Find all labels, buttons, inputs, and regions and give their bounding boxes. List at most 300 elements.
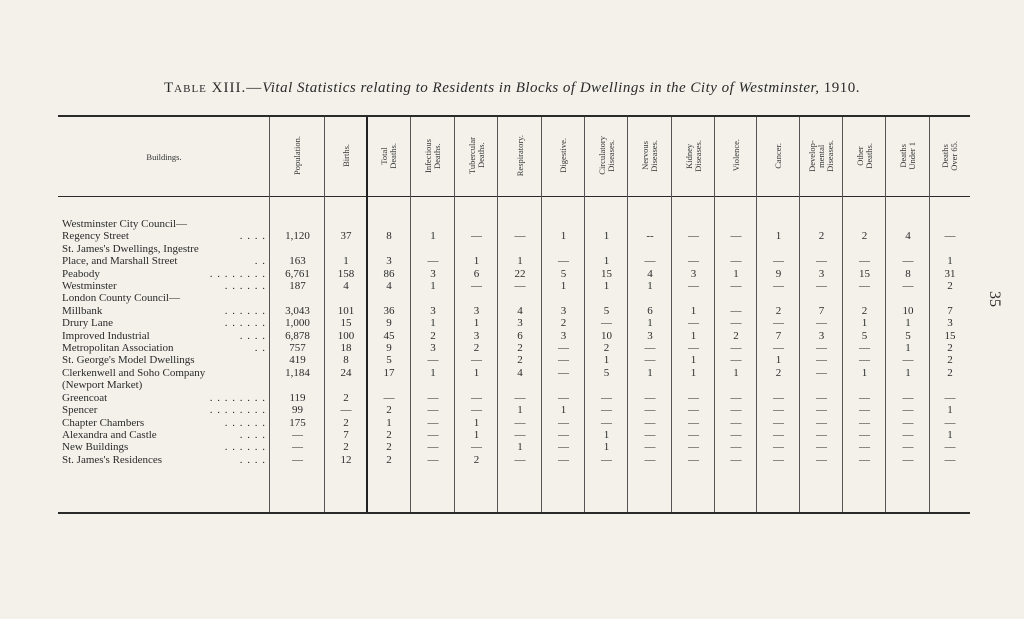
bottom-rule bbox=[58, 512, 970, 514]
table-cell: 5 bbox=[861, 329, 868, 342]
table-cell: 4 bbox=[517, 366, 523, 379]
column-header bbox=[930, 117, 970, 196]
table-cell: 1 bbox=[473, 428, 480, 441]
table-cell: 1 bbox=[690, 366, 697, 379]
table-cell: 2 bbox=[517, 342, 523, 355]
table-cell: 2 bbox=[386, 441, 392, 454]
table-cell: 187 bbox=[289, 280, 306, 293]
table-cell: 7 bbox=[947, 304, 953, 317]
building-name bbox=[58, 354, 270, 366]
table-cell: 5 bbox=[560, 267, 567, 280]
table-cell: 15 bbox=[944, 329, 956, 342]
table-cell bbox=[498, 292, 542, 304]
column-header-label: Deaths Over 65. bbox=[940, 140, 959, 171]
table-cell: 3 bbox=[818, 267, 825, 280]
table-cell: 86 bbox=[383, 267, 395, 280]
table-cell: 10 bbox=[601, 329, 612, 342]
column-header bbox=[672, 117, 715, 196]
building-name bbox=[58, 454, 270, 466]
table-cell: 1 bbox=[517, 441, 523, 454]
column-header bbox=[800, 117, 843, 196]
table-cell: — bbox=[902, 391, 914, 404]
table-cell: 3 bbox=[647, 329, 653, 342]
table-cell: 15 bbox=[340, 317, 352, 330]
table-cell: — bbox=[514, 391, 526, 404]
building-name bbox=[58, 230, 270, 242]
table-cell: — bbox=[427, 404, 439, 417]
table-cell: 1 bbox=[775, 230, 782, 243]
column-header bbox=[715, 117, 757, 196]
building-name bbox=[58, 392, 270, 404]
table-cell: 2 bbox=[775, 304, 782, 317]
table-cell: — bbox=[859, 391, 870, 404]
leader-dots: . . . . . . bbox=[224, 317, 266, 330]
table-cell: — bbox=[902, 453, 914, 466]
table-cell bbox=[585, 292, 628, 304]
table-cell: — bbox=[944, 441, 956, 454]
table-cell: — bbox=[944, 230, 956, 243]
table-cell bbox=[843, 243, 886, 255]
table-cell: — bbox=[471, 230, 482, 243]
table-row bbox=[58, 280, 970, 292]
table-cell: 3 bbox=[690, 267, 697, 280]
table-cell bbox=[542, 218, 585, 230]
table-cell: 8 bbox=[905, 267, 911, 280]
table-row bbox=[58, 243, 970, 255]
table-cell: 1 bbox=[560, 230, 567, 243]
table-cell bbox=[498, 379, 542, 391]
table-cell: 3 bbox=[430, 342, 436, 355]
table-row bbox=[58, 354, 970, 366]
page-number: 35 bbox=[986, 291, 1003, 307]
table-row bbox=[58, 454, 970, 466]
table-cell: 3 bbox=[560, 329, 567, 342]
table-cell: 1 bbox=[647, 280, 653, 293]
building-name bbox=[58, 317, 270, 329]
table-row bbox=[58, 392, 970, 404]
table-cell: — bbox=[558, 391, 569, 404]
table-cell: 2 bbox=[473, 342, 480, 355]
table-cell bbox=[715, 292, 757, 304]
table-cell bbox=[367, 292, 411, 304]
table-cell: 1 bbox=[603, 280, 610, 293]
column-header bbox=[498, 117, 542, 196]
column-header bbox=[542, 117, 585, 196]
table-cell: — bbox=[902, 354, 914, 367]
table-cell bbox=[800, 379, 843, 391]
table-cell: 1 bbox=[905, 317, 911, 330]
building-name-label: Regency Street bbox=[62, 230, 129, 243]
table-cell: — bbox=[471, 404, 482, 417]
table-cell: — bbox=[859, 453, 870, 466]
table-cell: 1 bbox=[690, 304, 697, 317]
table-cell bbox=[367, 218, 411, 230]
table-cell: 5 bbox=[603, 304, 610, 317]
table-cell: 1 bbox=[775, 354, 782, 367]
table-cell bbox=[930, 243, 970, 255]
table-cell bbox=[270, 218, 325, 230]
table-cell: — bbox=[773, 441, 784, 454]
table-cell: — bbox=[514, 453, 526, 466]
table-cell: 1 bbox=[430, 317, 436, 330]
table-cell: 2 bbox=[818, 230, 825, 243]
leader-dots: . . . . bbox=[239, 453, 266, 466]
table-cell: — bbox=[644, 404, 656, 417]
column-header bbox=[367, 117, 411, 196]
table-cell: 7 bbox=[343, 428, 349, 441]
table-cell: 2 bbox=[947, 354, 953, 367]
table-cell: — bbox=[558, 366, 569, 379]
table-cell bbox=[325, 292, 367, 304]
column-header-label: Infectious Deaths. bbox=[423, 138, 442, 173]
table-cell: 4 bbox=[517, 304, 523, 317]
table-number: Table XIII.— bbox=[164, 80, 263, 96]
table-cell: 31 bbox=[944, 267, 956, 280]
column-header-label: Violence. bbox=[730, 139, 741, 172]
table-cell: 17 bbox=[383, 366, 395, 379]
table-cell: 12 bbox=[340, 453, 352, 466]
leader-dots: . . bbox=[254, 342, 266, 355]
table-row bbox=[58, 230, 970, 242]
table-cell: 1 bbox=[861, 317, 868, 330]
table-cell: — bbox=[558, 453, 569, 466]
table-cell bbox=[325, 218, 367, 230]
table-cell bbox=[715, 218, 757, 230]
table-cell: — bbox=[427, 453, 439, 466]
building-name-label: (Newport Market) bbox=[62, 379, 143, 392]
table-cell: 6 bbox=[517, 329, 523, 342]
column-header-label: Respiratory. bbox=[514, 134, 525, 177]
column-header bbox=[270, 117, 325, 196]
building-name-label: Chapter Chambers bbox=[62, 416, 145, 429]
table-row bbox=[58, 255, 970, 267]
table-cell: — bbox=[471, 441, 482, 454]
table-cell: 2 bbox=[473, 453, 480, 466]
table-cell: — bbox=[471, 280, 482, 293]
column-header-label: Births. bbox=[340, 144, 351, 167]
table-cell: — bbox=[816, 280, 827, 293]
table-row bbox=[58, 342, 970, 354]
table-cell: 163 bbox=[289, 255, 306, 268]
building-name-label: Westminster bbox=[62, 280, 117, 293]
building-name-label: Greencoat bbox=[62, 391, 108, 404]
table-row bbox=[58, 404, 970, 416]
table-cell: — bbox=[816, 342, 827, 355]
column-header bbox=[843, 117, 886, 196]
table-cell: 1 bbox=[473, 416, 480, 429]
spacer-row bbox=[58, 196, 970, 218]
table-cell: 2 bbox=[947, 366, 953, 379]
table-cell: — bbox=[902, 441, 914, 454]
table-cell: — bbox=[730, 416, 742, 429]
table-cell: 15 bbox=[859, 267, 870, 280]
column-header bbox=[411, 117, 455, 196]
table-cell: 2 bbox=[861, 230, 868, 243]
table-cell: — bbox=[730, 404, 742, 417]
table-cell: 2 bbox=[386, 453, 392, 466]
table-cell: — bbox=[688, 404, 699, 417]
table-cell: — bbox=[730, 391, 742, 404]
table-cell: 1 bbox=[905, 342, 911, 355]
table-cell bbox=[628, 292, 672, 304]
table-caption: Vital Statistics relating to Residents in Blocks of Dwellings in the City of Westminster, bbox=[262, 80, 820, 96]
table-cell: 6 bbox=[647, 304, 653, 317]
building-name-label: Clerkenwell and Soho Company bbox=[62, 366, 206, 379]
leader-dots: . . . . . . . . bbox=[209, 267, 266, 280]
table-cell: — bbox=[773, 317, 784, 330]
table-cell bbox=[672, 243, 715, 255]
table-row bbox=[58, 268, 970, 280]
table-cell: — bbox=[514, 428, 526, 441]
building-name bbox=[58, 243, 270, 255]
table-cell bbox=[715, 379, 757, 391]
table-cell bbox=[628, 218, 672, 230]
table-cell: — bbox=[558, 255, 569, 268]
column-header bbox=[886, 117, 930, 196]
table-cell bbox=[325, 379, 367, 391]
table-cell bbox=[886, 379, 930, 391]
table-cell bbox=[886, 292, 930, 304]
table-cell: 2 bbox=[343, 441, 349, 454]
table-cell: 4 bbox=[647, 267, 653, 280]
table-cell: — bbox=[558, 441, 569, 454]
leader-dots: . . . . . . bbox=[224, 441, 266, 454]
table-cell: 7 bbox=[775, 329, 782, 342]
table-body bbox=[58, 196, 970, 466]
table-cell: 4 bbox=[905, 230, 911, 243]
table-cell: — bbox=[383, 391, 395, 404]
table-cell bbox=[585, 243, 628, 255]
column-header-label: Develop- mental Diseases. bbox=[807, 139, 835, 172]
table-cell: 1 bbox=[560, 280, 567, 293]
table-cell bbox=[270, 292, 325, 304]
table-cell: — bbox=[730, 441, 742, 454]
table-cell: — bbox=[773, 428, 784, 441]
building-name bbox=[58, 342, 270, 354]
building-name bbox=[58, 218, 270, 230]
table-cell: — bbox=[558, 342, 569, 355]
table-cell: 1 bbox=[733, 267, 739, 280]
table-cell bbox=[411, 379, 455, 391]
table-cell: 1 bbox=[603, 428, 610, 441]
table-cell: 1 bbox=[647, 317, 653, 330]
table-cell bbox=[455, 218, 498, 230]
column-header bbox=[585, 117, 628, 196]
table-cell: -- bbox=[646, 230, 654, 243]
table-cell: — bbox=[427, 255, 439, 268]
table-cell: 2 bbox=[947, 280, 953, 293]
table-cell bbox=[585, 379, 628, 391]
table-cell: — bbox=[816, 428, 827, 441]
table-cell: — bbox=[859, 416, 870, 429]
table-cell: — bbox=[773, 280, 784, 293]
table-cell: — bbox=[644, 354, 656, 367]
table-cell bbox=[672, 218, 715, 230]
column-header bbox=[628, 117, 672, 196]
table-cell: — bbox=[644, 416, 656, 429]
table-row bbox=[58, 379, 970, 391]
building-name bbox=[58, 292, 270, 304]
table-cell: 6 bbox=[473, 267, 480, 280]
table-cell: — bbox=[601, 453, 612, 466]
column-header bbox=[455, 117, 498, 196]
building-name bbox=[58, 280, 270, 292]
table-cell bbox=[411, 292, 455, 304]
table-cell: — bbox=[427, 441, 439, 454]
table-cell: 1 bbox=[690, 329, 697, 342]
table-cell bbox=[757, 292, 800, 304]
table-row bbox=[58, 330, 970, 342]
building-name-label: Improved Industrial bbox=[62, 329, 150, 342]
table-row bbox=[58, 305, 970, 317]
table-cell: 37 bbox=[340, 230, 352, 243]
table-cell: — bbox=[816, 255, 827, 268]
table-cell: — bbox=[688, 441, 699, 454]
vital-statistics-table bbox=[58, 117, 970, 466]
table-cell: — bbox=[644, 342, 656, 355]
table-cell: 3 bbox=[473, 329, 480, 342]
table-cell: — bbox=[644, 428, 656, 441]
table-cell: — bbox=[730, 280, 742, 293]
table-cell bbox=[843, 218, 886, 230]
table-cell: — bbox=[730, 453, 742, 466]
table-row bbox=[58, 441, 970, 453]
table-cell: — bbox=[688, 416, 699, 429]
table-cell: 1 bbox=[905, 366, 911, 379]
table-cell: 1 bbox=[603, 255, 610, 268]
table-cell: 2 bbox=[861, 304, 868, 317]
table-cell: — bbox=[859, 441, 870, 454]
table-cell: — bbox=[730, 317, 742, 330]
table-cell bbox=[886, 243, 930, 255]
table-cell: — bbox=[859, 280, 870, 293]
table-cell bbox=[367, 379, 411, 391]
table-cell: — bbox=[773, 416, 784, 429]
table-cell: 1 bbox=[603, 230, 610, 243]
table-cell: 2 bbox=[386, 428, 392, 441]
table-cell bbox=[498, 218, 542, 230]
building-name-label: New Buildings bbox=[62, 441, 129, 454]
table-cell: 8 bbox=[386, 230, 392, 243]
table-cell: 1 bbox=[947, 404, 953, 417]
table-cell: 3 bbox=[473, 304, 480, 317]
table-cell: 1 bbox=[430, 366, 436, 379]
leader-dots: . . . . bbox=[239, 329, 266, 342]
building-name bbox=[58, 268, 270, 280]
leader-dots: . . . . . . bbox=[224, 416, 266, 429]
column-header-label: Nervous Diseases. bbox=[640, 139, 659, 172]
table-title bbox=[0, 80, 1024, 97]
table-cell: 1 bbox=[473, 366, 480, 379]
table-cell: — bbox=[688, 453, 699, 466]
table-cell: 1 bbox=[647, 366, 653, 379]
table-cell: — bbox=[859, 354, 870, 367]
table-cell: — bbox=[601, 404, 612, 417]
building-name bbox=[58, 441, 270, 453]
table-cell bbox=[455, 243, 498, 255]
leader-dots: . . . . . . . . bbox=[209, 391, 266, 404]
table-cell: 2 bbox=[343, 391, 349, 404]
table-cell bbox=[628, 243, 672, 255]
table-cell: 3,043 bbox=[285, 304, 310, 317]
table-cell: — bbox=[601, 391, 612, 404]
table-cell: 1 bbox=[430, 230, 436, 243]
table-cell: 2 bbox=[775, 366, 782, 379]
table-cell bbox=[715, 243, 757, 255]
table-cell bbox=[367, 243, 411, 255]
table-cell bbox=[886, 218, 930, 230]
table-cell: 757 bbox=[289, 342, 306, 355]
column-header-label: Buildings. bbox=[146, 151, 182, 162]
table-cell: 6,761 bbox=[285, 267, 310, 280]
table-cell: 158 bbox=[337, 267, 355, 280]
table-cell: — bbox=[688, 391, 699, 404]
table-cell: 1 bbox=[473, 317, 480, 330]
table-cell: 1 bbox=[517, 404, 523, 417]
table-cell bbox=[455, 379, 498, 391]
table-cell: — bbox=[859, 255, 870, 268]
table-cell: 3 bbox=[517, 317, 523, 330]
table-cell: 1,184 bbox=[285, 366, 310, 379]
table-cell: 3 bbox=[430, 267, 436, 280]
table-cell: 1,120 bbox=[285, 230, 310, 243]
table-cell: — bbox=[730, 255, 742, 268]
building-name-label: Spencer bbox=[62, 404, 98, 417]
table-cell: 18 bbox=[340, 342, 352, 355]
table-cell: — bbox=[773, 453, 784, 466]
table-cell: 2 bbox=[517, 354, 523, 367]
building-name bbox=[58, 305, 270, 317]
table-cell bbox=[325, 243, 367, 255]
table-cell: — bbox=[644, 391, 656, 404]
building-name bbox=[58, 255, 270, 267]
table-cell: — bbox=[427, 391, 439, 404]
table-cell bbox=[585, 218, 628, 230]
table-cell: — bbox=[558, 354, 569, 367]
table-cell: 6,878 bbox=[285, 329, 310, 342]
table-cell: — bbox=[816, 366, 827, 379]
table-cell: 4 bbox=[343, 280, 349, 293]
table-cell: — bbox=[644, 453, 656, 466]
table-cell: 2 bbox=[947, 342, 953, 355]
building-name bbox=[58, 367, 270, 379]
table-cell: 1 bbox=[560, 404, 567, 417]
table-cell bbox=[843, 379, 886, 391]
table-cell: — bbox=[730, 428, 742, 441]
table-cell: 1 bbox=[517, 255, 523, 268]
table-cell: — bbox=[730, 354, 742, 367]
table-cell: — bbox=[902, 255, 914, 268]
table-cell: — bbox=[902, 280, 914, 293]
table-row bbox=[58, 417, 970, 429]
column-header bbox=[757, 117, 800, 196]
table-cell: — bbox=[944, 453, 956, 466]
column-header-label: Kidney Diseases. bbox=[683, 139, 703, 172]
table-cell: — bbox=[514, 416, 526, 429]
table-cell bbox=[628, 379, 672, 391]
building-name-label: Westminster City Council— bbox=[62, 218, 187, 230]
table-row bbox=[58, 367, 970, 379]
table-cell: — bbox=[773, 391, 784, 404]
building-name bbox=[58, 379, 270, 391]
table-row bbox=[58, 292, 970, 304]
table-cell: — bbox=[514, 230, 526, 243]
table-cell: 1 bbox=[603, 354, 610, 367]
table-cell bbox=[411, 243, 455, 255]
table-cell: — bbox=[427, 428, 439, 441]
table-cell bbox=[757, 379, 800, 391]
column-header bbox=[58, 117, 270, 196]
